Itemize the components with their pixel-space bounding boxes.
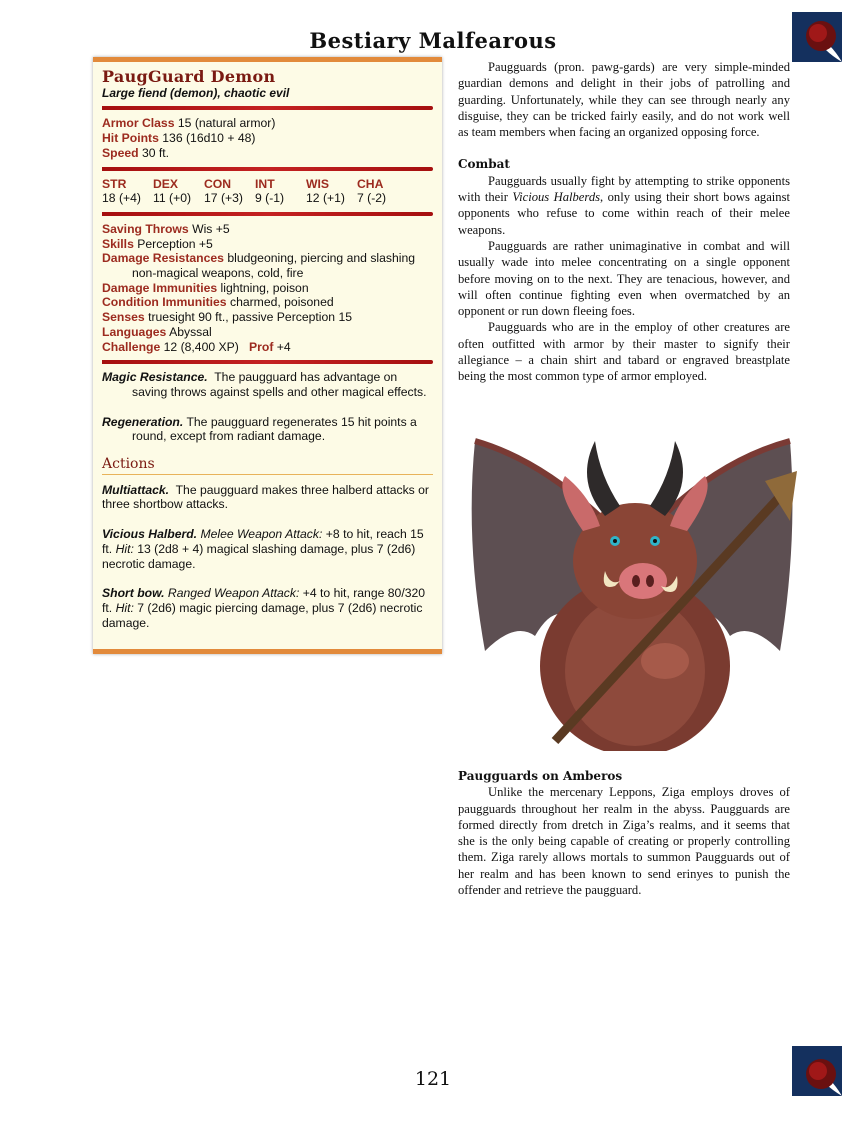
- armor-class: Armor Class 15 (natural armor): [102, 116, 276, 131]
- actions-heading: Actions: [102, 457, 433, 475]
- amberos-heading: Paugguards on Amberos: [458, 769, 623, 783]
- ability-wis: WIS 12 (+1): [306, 176, 345, 206]
- divider: [102, 212, 433, 216]
- paugguard-illustration: [465, 421, 798, 751]
- page-number: 121: [414, 1068, 452, 1090]
- languages: Languages Abyssal: [102, 324, 212, 339]
- skills: Skills Perception +5: [102, 236, 213, 251]
- ability-scores: [102, 177, 433, 206]
- action-short-bow: Short bow. Ranged Weapon Attack: +4 to hit, range 80/320 ft. Hit: 7 (2d6) magic piercing damage, plus 7 (2d6) necrotic damage.: [102, 586, 426, 630]
- damage-immunities: Damage Immunities lightning, poison: [102, 280, 309, 295]
- action-multiattack: Multiattack. The paugguard makes three halberd attacks or three shortbow attacks.: [102, 482, 429, 512]
- body-column-top: [458, 59, 790, 385]
- stat-block: [93, 57, 442, 654]
- ability-str: STR 18 (+4): [102, 176, 141, 206]
- monster-type: Large fiend (demon), chaotic evil: [102, 85, 290, 100]
- combat-heading: Combat: [458, 157, 510, 172]
- combat-paragraph-3: Paugguards who are in the employ of other creatures are often outfitted with armor by their master to signify their allegiance – a chain shirt and tabard or engraved breastplate being the most common type of armor employed.: [458, 320, 790, 384]
- damage-resistances: Damage Resistances bludgeoning, piercing and slashing non-magical weapons, cold, fire: [102, 251, 416, 281]
- body-column-bottom: [458, 768, 790, 898]
- ability-con: CON 17 (+3): [204, 176, 243, 206]
- combat-paragraph-1: Paugguards usually fight by attempting to strike opponents with their Vicious Halberds, only using their short bows against opponents who refuse to come within reach of their melee weapons.: [458, 173, 790, 237]
- action-vicious-halberd: Vicious Halberd. Melee Weapon Attack: +8 to hit, reach 15 ft. Hit: 13 (2d8 + 4) magical slashing damage, plus 7 (2d6) necrotic damage.: [102, 527, 424, 571]
- trait-magic-resistance: Magic Resistance. The paugguard has advantage on saving throws against spells and other magical effects.: [102, 370, 427, 399]
- speed: Speed 30 ft.: [102, 145, 170, 160]
- senses: Senses truesight 90 ft., passive Perception 15: [102, 310, 352, 325]
- ability-cha: CHA 7 (-2): [357, 176, 387, 206]
- trait-regeneration: Regeneration. The paugguard regenerates 15 hit points a round, except from radiant damage.: [102, 414, 417, 444]
- intro-paragraph: Paugguards (pron. pawg-gards) are very simple-minded guardian demons and delight in their jobs of patrolling and guarding. Unfortunately, while they can see through nearly any disguise, they can be tricked fairly easily, and do not work well as team members when facing an organized opposing force.: [458, 60, 790, 140]
- condition-immunities: Condition Immunities charmed, poisoned: [102, 295, 334, 310]
- challenge: Challenge 12 (8,400 XP) Prof +4: [102, 339, 291, 354]
- combat-paragraph-2: Paugguards are rather unimaginative in combat and will usually wade into melee concentrating on a single opponent before moving on to the next. They are tenacious, however, and will often continue fighting even when overmatched by an opponent or run down fleeing foes.: [458, 238, 790, 319]
- divider: [102, 106, 433, 110]
- saving-throws: Saving Throws Wis +5: [102, 221, 230, 236]
- amberos-paragraph: Unlike the mercenary Leppons, Ziga employs droves of paugguards throughout her realm in the abyss. Paugguards are formed directly from dretch in Ziga’s realms, and it seems that she is the only being capable of creating or properly controlling them. Ziga rarely allows mortals to summon Paugguards out of her realm and has been known to send erinyes to punish the offender and retrieve the paugguard.: [458, 785, 790, 898]
- ability-int: INT 9 (-1): [255, 176, 285, 206]
- divider: [102, 360, 433, 364]
- divider: [102, 167, 433, 171]
- hit-points: Hit Points 136 (16d10 + 48): [102, 131, 256, 146]
- monster-name: PaugGuard Demon: [102, 67, 276, 86]
- ability-dex: DEX 11 (+0): [153, 176, 192, 206]
- page-header: Bestiary Malfearous: [309, 28, 557, 53]
